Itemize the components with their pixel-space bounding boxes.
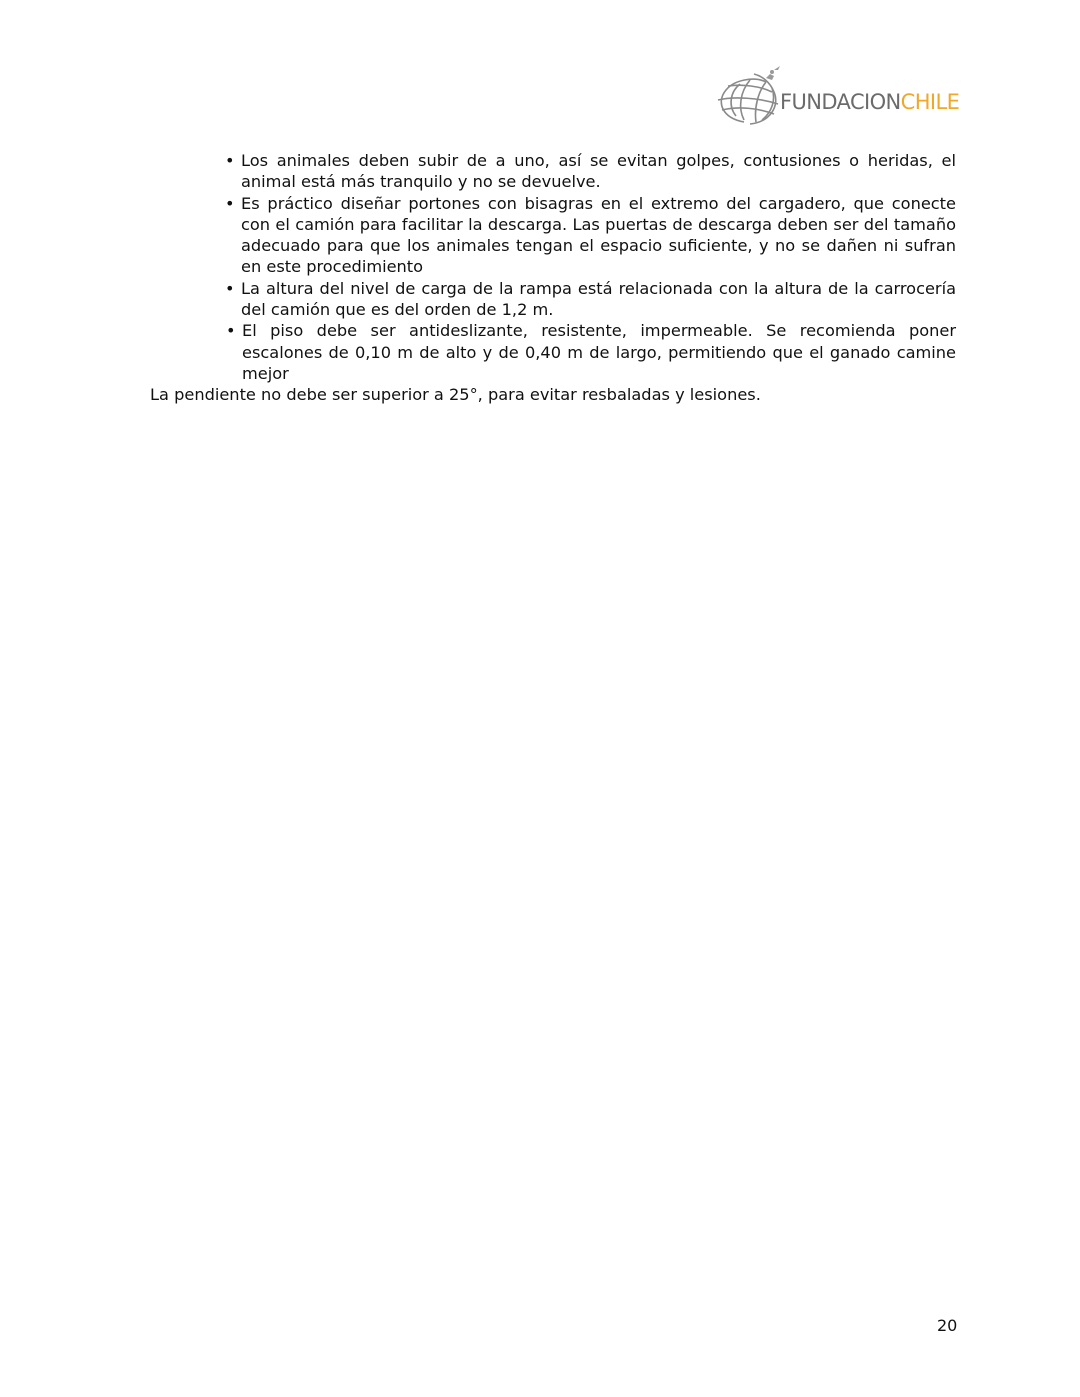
bullet-item [150,193,956,278]
bullet-item [150,150,956,193]
logo-wordmark-chile: CHILE [900,90,960,114]
bullet-text: El piso debe ser antideslizante, resistente, impermeable. Se recomienda poner escalones de 0,10 m de alto y de 0,40 m de largo, permitiendo que el ganado camine mejor [242,321,956,383]
bullet-marker: • [225,278,235,298]
bullet-marker: • [226,321,236,341]
page-number: 20 [937,1316,958,1335]
bullet-list [150,150,956,384]
fundacion-chile-logo [714,62,964,130]
bullet-marker: • [225,151,235,170]
logo-wordmark [780,92,959,113]
bullet-text: Es práctico diseñar portones con bisagras en el extremo del cargadero, que conecte con el camión para facilitar la descarga. Las puertas de descarga deben ser del tamaño adecuado para que los animales tengan el espacio suficiente, y no se dañen ni sufran en este procedimiento [241,193,956,277]
bullet-marker: • [225,193,235,213]
bullet-text: La altura del nivel de carga de la rampa está relacionada con la altura de la carrocería del camión que es del orden de 1,2 m. [241,278,956,320]
logo-wordmark-fundacion: FUNDACION [780,90,901,114]
body-paragraph: La pendiente no debe ser superior a 25°, para evitar resbaladas y lesiones. [150,385,761,405]
bullet-text: Los animales deben subir de a uno, así se evitan golpes, contusiones o heridas, el animal está más tranquilo y no se devuelve. [241,151,956,192]
bullet-item [150,278,956,321]
document-body [150,150,956,406]
bullet-item [150,320,956,384]
